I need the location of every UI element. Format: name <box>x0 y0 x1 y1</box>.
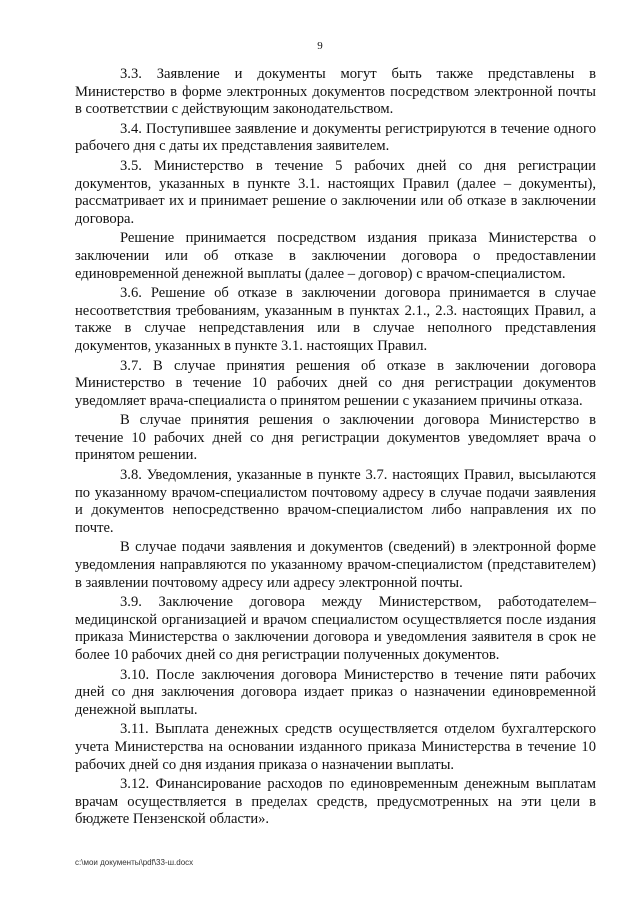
paragraph-3-11: 3.11. Выплата денежных средств осуществляется отделом бухгалтерского учета Министерства на основании изданного приказа Министерства в течение 10 рабочих дней со дня издания приказа о назначении выплаты. <box>75 721 596 773</box>
paragraph-3-9: 3.9. Заключение договора между Министерством, работодателем–медицинской организацией и врачом специалистом осуществляется после издания приказа Министерства о заключении договора и уведомления заявителя в срок не более 10 рабочих дней со дня регистрации полученных документов. <box>75 594 596 663</box>
paragraph-decision: Решение принимается посредством издания приказа Министерства о заключении или об отказе в заключении договора о предоставлении единовременной денежной выплаты (далее – договор) с врачом-специалистом. <box>75 230 596 282</box>
footer-file-path: c:\мои документы\pdf\33-ш.docx <box>75 858 194 867</box>
paragraph-3-8-electronic: В случае подачи заявления и документов (сведений) в электронной форме уведомления направляются по указанному врачом-специалистом (представителем) в заявлении почтовому адресу или адресу электронной почты. <box>75 539 596 591</box>
paragraph-3-5: 3.5. Министерство в течение 5 рабочих дней со дня регистрации документов, указанных в пункте 3.1. настоящих Правил (далее – документы), рассматривает их и принимает решение о заключении или об отказе в заключении договора. <box>75 157 596 227</box>
paragraph-3-4: 3.4. Поступившее заявление и документы регистрируются в течение одного рабочего дня с даты их представления заявителем. <box>75 120 596 155</box>
paragraph-3-7: 3.7. В случае принятия решения об отказе в заключении договора Министерство в течение 10 рабочих дней со дня регистрации документов уведомляет врача-специалиста о принятом решении с указанием причины отказа. <box>75 357 596 409</box>
page-number: 9 <box>317 40 323 52</box>
paragraph-3-6: 3.6. Решение об отказе в заключении договора принимается в случае несоответствия требованиям, указанным в пунктах 2.1., 2.3. настоящих Правил, а также в случае непредставления или в случае неполного представления документов, указанных в пункте 3.1. настоящих Правил. <box>75 285 596 354</box>
document-body <box>75 66 596 831</box>
paragraph-3-7-conclusion: В случае принятия решения о заключении договора Министерство в течение 10 рабочих дней со дня регистрации документов уведомляет врача о принятом решении. <box>75 412 596 464</box>
paragraph-3-8: 3.8. Уведомления, указанные в пункте 3.7. настоящих Правил, высылаются по указанному врачом-специалистом почтовому адресу в случае подачи заявления и документов непосредственно врачом-специалистом либо направления их по почте. <box>75 467 596 536</box>
paragraph-3-10: 3.10. После заключения договора Министерство в течение пяти рабочих дней со дня заключения договора издает приказ о назначении единовременной денежной выплаты. <box>75 666 596 718</box>
paragraph-3-3: 3.3. Заявление и документы могут быть также представлены в Министерство в форме электронных документов посредством электронной почты в соответствии с действующим законодательством. <box>75 66 596 118</box>
paragraph-3-12: 3.12. Финансирование расходов по единовременным денежным выплатам врачам осуществляется в пределах средств, предусмотренных на эти цели в бюджете Пензенской области». <box>75 776 596 828</box>
